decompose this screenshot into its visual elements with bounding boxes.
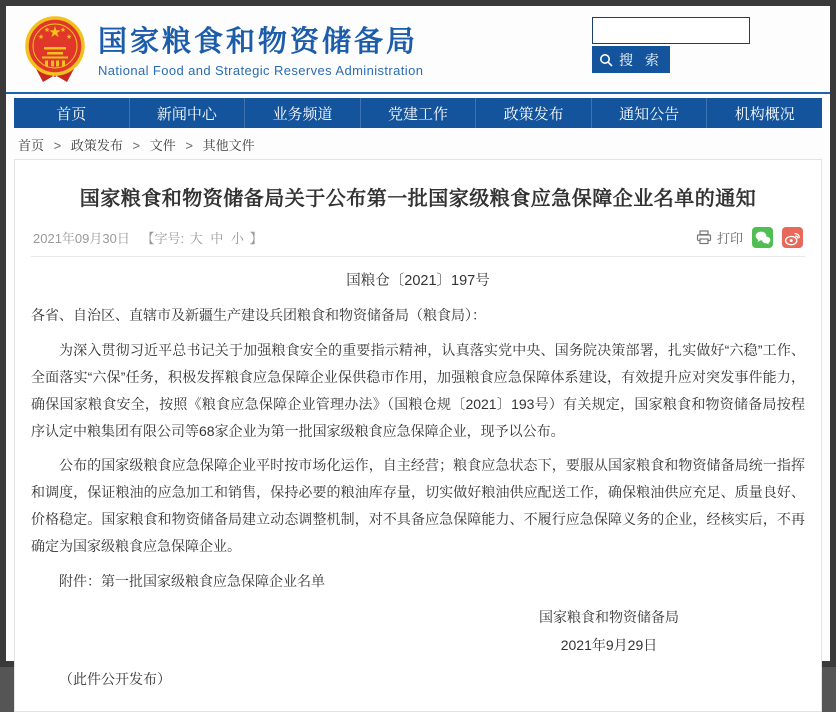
nav-item-news[interactable]: 新闻中心: [129, 98, 245, 128]
document-number: 国粮仓〔2021〕197号: [346, 273, 490, 289]
search-input[interactable]: [592, 17, 750, 44]
svg-text:★: ★: [65, 34, 73, 41]
search-button[interactable]: [592, 46, 670, 73]
breadcrumb-item-documents[interactable]: 文件: [149, 138, 176, 153]
breadcrumb-separator: >: [132, 138, 141, 153]
font-size-suffix: 】: [249, 231, 263, 246]
wechat-share-button[interactable]: [752, 227, 773, 248]
publish-date: 2021年09月30日: [33, 231, 130, 246]
breadcrumb: [14, 128, 822, 159]
svg-text:★: ★: [59, 27, 67, 34]
breadcrumb-item-other-documents[interactable]: 其他文件: [202, 138, 255, 153]
site-header: [14, 6, 822, 92]
font-size-large-button[interactable]: 大: [189, 231, 203, 246]
salutation: 各省、自治区、直辖市及新疆生产建设兵团粮食和物资储备局（粮食局）：: [31, 307, 486, 323]
svg-text:★: ★: [43, 27, 51, 34]
search-button-label: 搜 索: [619, 51, 663, 68]
nav-item-policy[interactable]: 政策发布: [475, 98, 591, 128]
site-name-en: National Food and Strategic Reserves Administration: [98, 62, 424, 78]
print-label: 打印: [716, 231, 743, 246]
wechat-icon: [754, 230, 771, 245]
header-divider: [6, 92, 830, 94]
nav-item-organization[interactable]: 机构概况: [706, 98, 822, 128]
print-button[interactable]: [696, 228, 743, 247]
site-title: [98, 24, 423, 77]
article: [14, 159, 822, 712]
svg-text:★: ★: [48, 24, 62, 41]
font-size-label: 【字号:: [141, 231, 185, 246]
article-title: 国家粮食和物资储备局关于公布第一批国家级粮食应急保障企业名单的通知: [79, 188, 757, 210]
signature-date: 2021年9月29日: [560, 637, 658, 654]
public-release-note: （此件公开发布）: [59, 671, 171, 688]
paragraph-1: 为深入贯彻习近平总书记关于加强粮食安全的重要指示精神，认真落实党中央、国务院决策部署，扎实做好“六稳”工作、全面落实“六保”任务，积极发挥粮食应急保障企业保供稳市作用，加强粮食应急保障体系建设，有效提升应对突发事件能力，确保国家粮食安全，按照《粮食应急保障企业管理办法》（国粮仓规〔2021〕193号）有关规定，国家粮食和物资储备局按程序认定中粮集团有限公司等68家企业为第一批国家级粮食应急保障企业，现予以公布。: [31, 341, 805, 439]
weibo-share-button[interactable]: [782, 227, 803, 248]
font-size-small-button[interactable]: 小: [231, 231, 245, 246]
attachment-line: 附件：第一批国家级粮食应急保障企业名单: [59, 572, 325, 589]
breadcrumb-item-policy[interactable]: 政策发布: [70, 138, 123, 153]
weibo-icon: [784, 230, 801, 246]
search-area: [592, 17, 750, 73]
nav-item-business[interactable]: 业务频道: [244, 98, 360, 128]
meta-left: [33, 228, 263, 247]
search-icon: [599, 53, 613, 67]
nav-item-home[interactable]: 首页: [56, 105, 87, 123]
site-logo-link[interactable]: [22, 15, 423, 87]
main-nav: [14, 98, 822, 128]
breadcrumb-separator: >: [53, 138, 62, 153]
breadcrumb-separator: >: [185, 138, 193, 153]
meta-right: [696, 227, 803, 248]
breadcrumb-item-home[interactable]: 首页: [18, 138, 45, 153]
svg-text:★: ★: [37, 34, 45, 41]
site-name-zh: 国家粮食和物资储备局: [98, 26, 419, 59]
nav-item-party-building[interactable]: 党建工作: [360, 98, 476, 128]
printer-icon: [696, 230, 712, 245]
signature-block: [489, 603, 729, 660]
paragraph-2: 公布的国家级粮食应急保障企业平时按市场化运作，自主经营；粮食应急状态下，要服从国家粮食和物资储备局统一指挥和调度，保证粮油的应急加工和销售，保持必要的粮油库存量，切实做好粮油供应配送工作，确保粮油供应充足、质量良好、价格稳定。国家粮食和物资储备局建立动态调整机制，对不具备应急保障能力、不履行应急保障义务的企业，经核实后，不再确定为国家级粮食应急保障企业。: [31, 457, 805, 554]
signature-org: 国家粮食和物资储备局: [539, 608, 679, 625]
nav-item-notices[interactable]: 通知公告: [591, 98, 707, 128]
national-emblem-icon: [22, 15, 88, 87]
font-size-medium-button[interactable]: 中: [210, 231, 224, 246]
article-meta: [31, 227, 805, 257]
